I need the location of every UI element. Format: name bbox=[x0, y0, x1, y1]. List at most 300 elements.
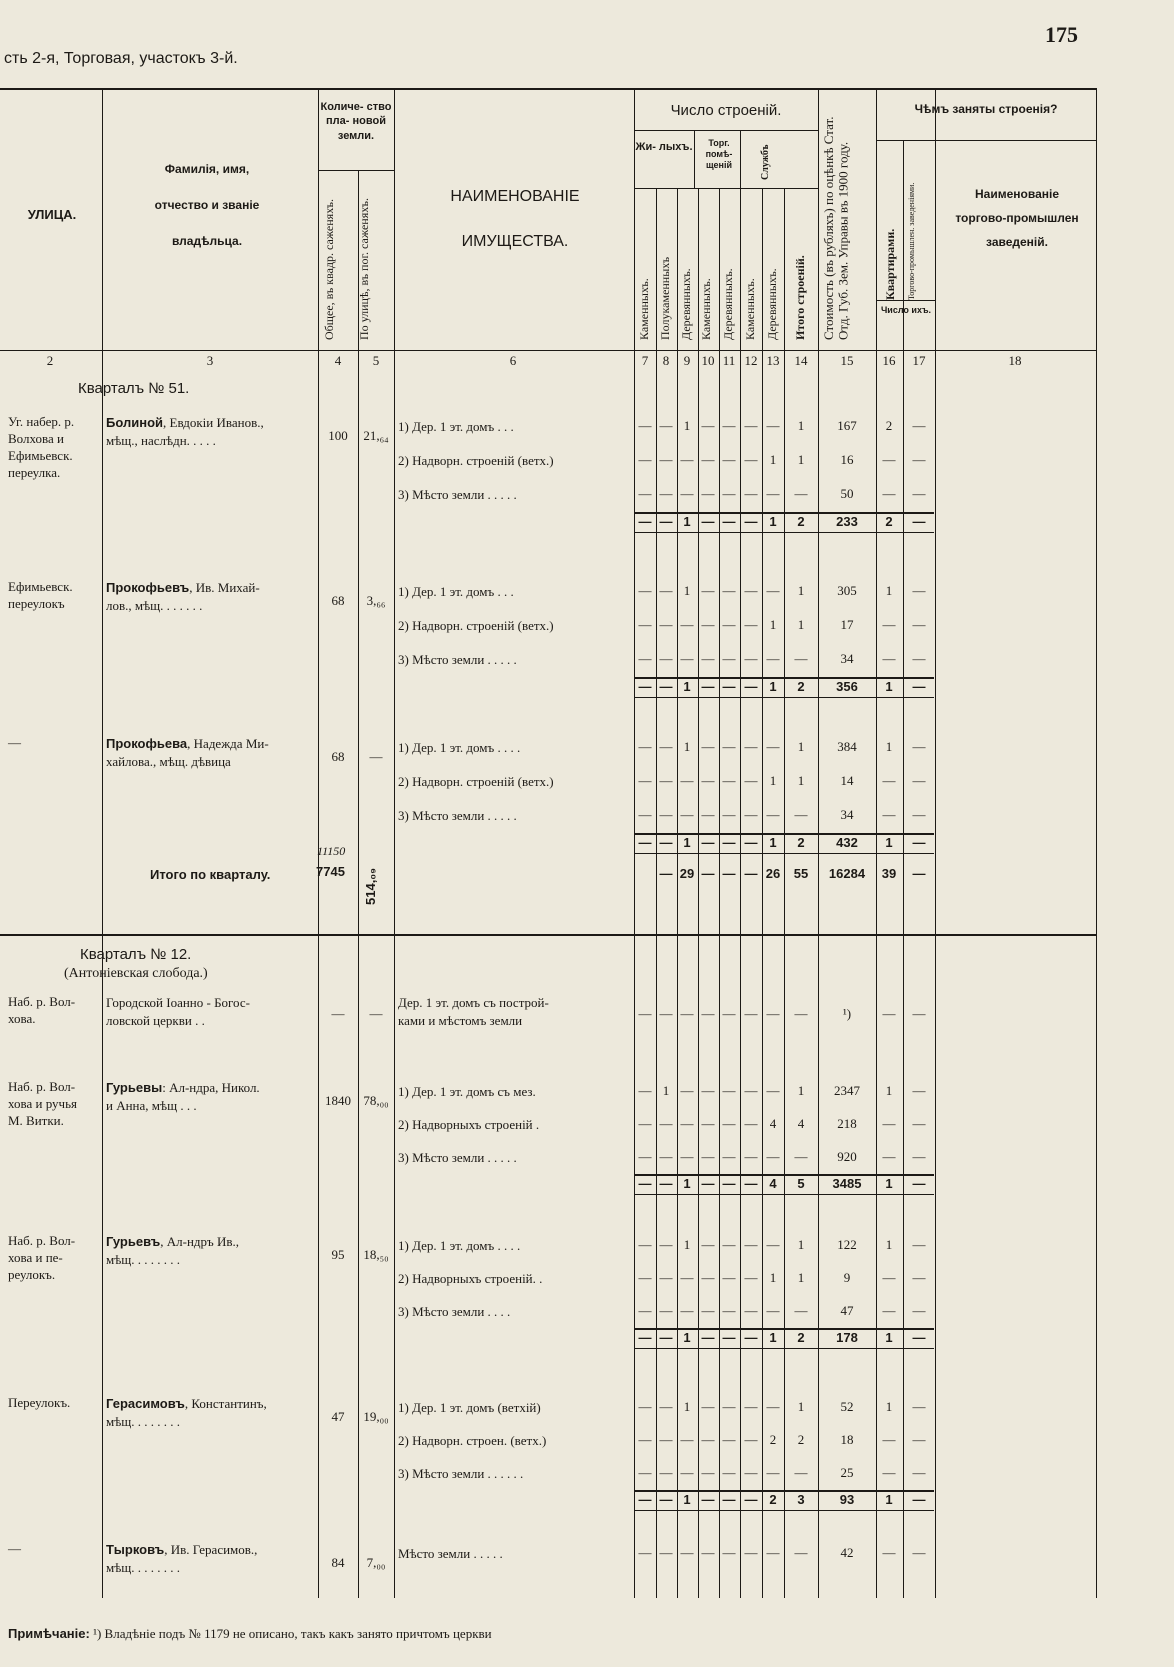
table-cell: — bbox=[638, 1465, 652, 1480]
table-cell: — bbox=[722, 739, 736, 754]
table-cell: 1 bbox=[885, 1083, 893, 1098]
table-cell: — bbox=[638, 1116, 652, 1131]
table-cell: — bbox=[744, 866, 758, 881]
table-cell: 356 bbox=[836, 679, 858, 694]
table-cell: 1 bbox=[683, 583, 691, 598]
table-cell: — bbox=[722, 1465, 736, 1480]
table-cell: — bbox=[882, 1303, 896, 1318]
table-cell: — bbox=[794, 1545, 808, 1560]
table-cell: — bbox=[882, 651, 896, 666]
col-count: Число ихъ. bbox=[880, 305, 932, 315]
table-cell: — bbox=[766, 1083, 780, 1098]
table-cell: — bbox=[638, 1083, 652, 1098]
table-cell: — bbox=[882, 1149, 896, 1164]
table-cell: — bbox=[912, 418, 926, 433]
table-cell: — bbox=[722, 1330, 736, 1345]
table-cell: — bbox=[744, 486, 758, 501]
table-cell: — bbox=[701, 452, 715, 467]
table-cell: — bbox=[766, 651, 780, 666]
property-item: Мѣсто земли . . . . . bbox=[398, 1546, 503, 1561]
table-cell: — bbox=[744, 807, 758, 822]
table-cell: 1 bbox=[769, 617, 777, 632]
table-cell: — bbox=[680, 617, 694, 632]
table-cell: 1 bbox=[683, 679, 691, 694]
table-cell: — bbox=[912, 1176, 926, 1191]
table-cell: — bbox=[659, 583, 673, 598]
table-cell: 1 bbox=[683, 1492, 691, 1507]
table-cell: — bbox=[722, 866, 736, 881]
table-cell: 52 bbox=[840, 1399, 854, 1414]
table-cell: 1 bbox=[797, 583, 805, 598]
property-item: 1) Дер. 1 эт. домъ . . . bbox=[398, 584, 514, 599]
table-cell: 1 bbox=[769, 1330, 777, 1345]
rule bbox=[634, 1348, 934, 1349]
table-cell: — bbox=[638, 1545, 652, 1560]
table-cell: 1 bbox=[683, 1330, 691, 1345]
owner-name: Тырковъ, Ив. Герасимов., мѣщ. . . . . . . . bbox=[106, 1542, 258, 1575]
table-cell: — bbox=[701, 1006, 715, 1021]
table-cell: 1 bbox=[885, 1492, 893, 1507]
table-cell: — bbox=[882, 1545, 896, 1560]
table-cell: — bbox=[912, 1465, 926, 1480]
table-cell: — bbox=[766, 807, 780, 822]
land-area: 47 bbox=[331, 1409, 345, 1424]
table-cell: — bbox=[912, 1330, 926, 1345]
table-cell: — bbox=[659, 452, 673, 467]
table-cell: — bbox=[680, 1083, 694, 1098]
table-cell: — bbox=[744, 773, 758, 788]
table-cell: — bbox=[680, 1006, 694, 1021]
street-frontage: — bbox=[369, 749, 383, 764]
col-value: Стоимость (въ рубляхъ) по оцѣнкѣ Стат. Отд. Губ. Зем. Управы въ 1900 году. bbox=[821, 116, 851, 340]
column-number: 8 bbox=[662, 353, 670, 368]
table-cell: — bbox=[722, 1432, 736, 1447]
table-cell: — bbox=[659, 1303, 673, 1318]
table-cell: 1 bbox=[683, 514, 691, 529]
table-cell: 2 bbox=[797, 514, 805, 529]
street-name: Наб. р. Вол- хова. bbox=[8, 994, 76, 1026]
table-cell: 1 bbox=[885, 1237, 893, 1252]
table-cell: 1 bbox=[683, 1176, 691, 1191]
table-cell: — bbox=[744, 1399, 758, 1414]
table-cell: — bbox=[912, 651, 926, 666]
table-cell: — bbox=[912, 1492, 926, 1507]
table-cell: 34 bbox=[840, 807, 854, 822]
column-number: 13 bbox=[766, 353, 780, 368]
street-frontage: 21,₆₄ bbox=[363, 428, 389, 443]
rule bbox=[634, 188, 818, 189]
table-cell: — bbox=[659, 418, 673, 433]
table-cell: — bbox=[722, 773, 736, 788]
table-cell: — bbox=[659, 1116, 673, 1131]
property-item: 3) Мѣсто земли . . . . . bbox=[398, 1150, 517, 1165]
table-cell: — bbox=[659, 1545, 673, 1560]
table-cell: 1 bbox=[885, 835, 893, 850]
table-cell: — bbox=[912, 1116, 926, 1131]
table-cell: 1 bbox=[885, 583, 893, 598]
table-cell: — bbox=[744, 1149, 758, 1164]
property-item: 1) Дер. 1 эт. домъ . . . bbox=[398, 419, 514, 434]
table-cell: — bbox=[744, 583, 758, 598]
table-cell: 2 bbox=[797, 835, 805, 850]
table-cell: — bbox=[882, 1270, 896, 1285]
property-item: 3) Мѣсто земли . . . . bbox=[398, 1304, 511, 1319]
col-trade-name: Наименованіе торгово-промышлен заведеній. bbox=[955, 187, 1079, 249]
table-cell: 1 bbox=[683, 1237, 691, 1252]
rule bbox=[876, 300, 935, 301]
table-cell: — bbox=[744, 1176, 758, 1191]
table-cell: 34 bbox=[840, 651, 854, 666]
table-cell: 1 bbox=[797, 773, 805, 788]
table-cell: 305 bbox=[837, 583, 857, 598]
rule bbox=[698, 188, 699, 1598]
street-name: Уг. набер. р. Волхова и Ефимьевск. переулка. bbox=[8, 414, 75, 480]
col-land-group: Количе- ство пла- новой земли. bbox=[320, 101, 392, 142]
property-item: Дер. 1 эт. домъ съ построй- ками и мѣстомъ земли bbox=[398, 995, 549, 1028]
col-owner: Фамилія, имя, отчество и званіе владѣльца. bbox=[154, 162, 260, 248]
table-cell: 5 bbox=[797, 1176, 805, 1191]
column-number: 4 bbox=[334, 353, 342, 368]
table-cell: — bbox=[882, 773, 896, 788]
table-cell: — bbox=[766, 486, 780, 501]
table-cell: 4 bbox=[797, 1116, 805, 1131]
table-cell: — bbox=[680, 773, 694, 788]
property-item: 1) Дер. 1 эт. домъ . . . . bbox=[398, 1238, 521, 1253]
table-cell: — bbox=[794, 1006, 808, 1021]
col-apartments: Квартирами. bbox=[883, 228, 897, 300]
owner-name: Болиной, Евдокіи Иванов., мѣщ., наслѣдн. . . . . bbox=[106, 415, 264, 448]
col-stone2: Каменныхъ. bbox=[699, 278, 713, 340]
table-cell: 1 bbox=[797, 739, 805, 754]
street-name: — bbox=[8, 735, 21, 750]
table-cell: — bbox=[744, 739, 758, 754]
owner-name: Герасимовъ, Константинъ, мѣщ. . . . . . . . bbox=[106, 1396, 267, 1429]
table-cell: 47 bbox=[840, 1303, 854, 1318]
rule bbox=[740, 188, 741, 1598]
table-cell: — bbox=[766, 1545, 780, 1560]
table-cell: — bbox=[659, 807, 673, 822]
property-item: 2) Надворн. строен. (ветх.) bbox=[398, 1433, 547, 1448]
column-number: 14 bbox=[794, 353, 808, 368]
table-cell: — bbox=[680, 1270, 694, 1285]
table-cell: 218 bbox=[837, 1116, 857, 1131]
rule bbox=[634, 853, 934, 854]
column-number: 10 bbox=[701, 353, 715, 368]
table-cell: — bbox=[722, 807, 736, 822]
rule bbox=[394, 88, 395, 1598]
table-cell: — bbox=[912, 1083, 926, 1098]
table-cell: — bbox=[638, 1176, 652, 1191]
table-cell: 920 bbox=[837, 1149, 857, 1164]
property-item: 1) Дер. 1 эт. домъ . . . . bbox=[398, 740, 521, 755]
col-street: УЛИЦА. bbox=[27, 207, 77, 222]
table-cell: 2 bbox=[769, 1432, 777, 1447]
col-buildings-group: Число строеній. bbox=[670, 102, 782, 119]
table-cell: — bbox=[638, 486, 652, 501]
table-cell: — bbox=[701, 1083, 715, 1098]
table-cell: — bbox=[912, 583, 926, 598]
table-cell: — bbox=[912, 514, 926, 529]
table-cell: — bbox=[912, 452, 926, 467]
table-cell: — bbox=[638, 739, 652, 754]
table-cell: — bbox=[722, 1176, 736, 1191]
street-name: Наб. р. Вол- хова и ручья М. Витки. bbox=[8, 1079, 77, 1128]
table-cell: 167 bbox=[837, 418, 857, 433]
table-cell: — bbox=[744, 1303, 758, 1318]
table-cell: — bbox=[912, 1399, 926, 1414]
table-cell: — bbox=[744, 1237, 758, 1252]
table-cell: — bbox=[912, 486, 926, 501]
col-wooden: Деревянныхъ. bbox=[679, 268, 693, 340]
table-cell: — bbox=[638, 835, 652, 850]
col-land-total: Общее, въ квадр. саженяхъ. bbox=[322, 199, 336, 340]
owner-name: Прокофьевъ, Ив. Михай- лов., мѣщ. . . . . . . bbox=[106, 580, 260, 613]
table-cell: — bbox=[882, 807, 896, 822]
col-wooden2: Деревянныхъ. bbox=[721, 268, 735, 340]
table-cell: 39 bbox=[881, 866, 897, 881]
table-cell: — bbox=[766, 418, 780, 433]
table-cell: — bbox=[744, 651, 758, 666]
table-cell: 1 bbox=[797, 1237, 805, 1252]
quarter-51-area-note: 11150 bbox=[317, 844, 346, 858]
table-cell: — bbox=[680, 1149, 694, 1164]
table-cell: — bbox=[659, 1006, 673, 1021]
table-cell: — bbox=[659, 651, 673, 666]
rule bbox=[358, 170, 359, 1598]
column-number: 15 bbox=[840, 353, 854, 368]
table-cell: — bbox=[701, 1399, 715, 1414]
table-cell: — bbox=[744, 1270, 758, 1285]
table-cell: 432 bbox=[836, 835, 858, 850]
land-area: 1840 bbox=[325, 1093, 351, 1108]
table-cell: 1 bbox=[797, 617, 805, 632]
table-cell: — bbox=[659, 617, 673, 632]
table-cell: 2 bbox=[797, 1432, 805, 1447]
property-item: 3) Мѣсто земли . . . . . bbox=[398, 808, 517, 823]
table-cell: 14 bbox=[840, 773, 854, 788]
table-cell: — bbox=[701, 651, 715, 666]
table-cell: — bbox=[912, 1237, 926, 1252]
table-cell: 42 bbox=[840, 1545, 854, 1560]
footnote: Примѣчаніе: ¹) Владѣніе подъ № 1179 не описано, такъ какъ занято причтомъ церкви bbox=[8, 1626, 492, 1641]
table-cell: 9 bbox=[843, 1270, 851, 1285]
rule bbox=[634, 1194, 934, 1195]
table-cell: — bbox=[766, 1303, 780, 1318]
table-cell: — bbox=[701, 418, 715, 433]
table-cell: — bbox=[722, 1492, 736, 1507]
table-cell: 122 bbox=[837, 1237, 857, 1252]
table-cell: — bbox=[794, 1303, 808, 1318]
table-cell: — bbox=[794, 651, 808, 666]
table-cell: — bbox=[722, 617, 736, 632]
table-cell: — bbox=[659, 1237, 673, 1252]
table-cell: — bbox=[912, 835, 926, 850]
table-cell: 1 bbox=[797, 452, 805, 467]
col-halfstone: Полукаменныхъ bbox=[658, 256, 672, 340]
table-cell: — bbox=[701, 739, 715, 754]
table-cell: 1 bbox=[885, 679, 893, 694]
table-cell: — bbox=[638, 1330, 652, 1345]
column-number: 9 bbox=[683, 353, 691, 368]
table-cell: — bbox=[701, 1149, 715, 1164]
table-cell: — bbox=[794, 807, 808, 822]
column-number: 11 bbox=[722, 353, 736, 368]
column-number: 7 bbox=[641, 353, 649, 368]
table-cell: — bbox=[912, 1303, 926, 1318]
property-item: 2) Надворныхъ строеній . bbox=[398, 1117, 540, 1132]
table-cell: — bbox=[638, 1006, 652, 1021]
rule bbox=[318, 170, 394, 171]
table-cell: — bbox=[722, 1083, 736, 1098]
table-cell: — bbox=[659, 514, 673, 529]
table-cell: — bbox=[701, 866, 715, 881]
col-service: Службъ bbox=[760, 144, 771, 180]
table-cell: — bbox=[794, 1465, 808, 1480]
rule bbox=[634, 697, 934, 698]
street-frontage: — bbox=[369, 1006, 383, 1021]
land-area: 100 bbox=[328, 428, 348, 443]
table-cell: — bbox=[794, 486, 808, 501]
table-cell: — bbox=[701, 583, 715, 598]
table-cell: — bbox=[659, 1176, 673, 1191]
table-cell: 3 bbox=[797, 1492, 805, 1507]
table-cell: 2347 bbox=[834, 1083, 860, 1098]
table-cell: — bbox=[912, 1006, 926, 1021]
table-cell: — bbox=[701, 1545, 715, 1560]
table-cell: — bbox=[766, 583, 780, 598]
table-cell: — bbox=[659, 1270, 673, 1285]
table-cell: 26 bbox=[765, 866, 781, 881]
land-area: — bbox=[331, 1006, 345, 1021]
table-cell: — bbox=[882, 1006, 896, 1021]
table-cell: — bbox=[882, 1432, 896, 1447]
table-cell: 233 bbox=[836, 514, 858, 529]
table-cell: 50 bbox=[840, 486, 854, 501]
table-cell: — bbox=[744, 1545, 758, 1560]
rule bbox=[0, 88, 1096, 90]
table-cell: — bbox=[680, 651, 694, 666]
table-cell: — bbox=[912, 866, 926, 881]
table-cell: 1 bbox=[797, 1399, 805, 1414]
table-cell: — bbox=[744, 452, 758, 467]
table-cell: — bbox=[744, 1465, 758, 1480]
rule bbox=[762, 188, 763, 1598]
table-cell: — bbox=[722, 1303, 736, 1318]
land-area: 68 bbox=[331, 593, 345, 608]
table-cell: — bbox=[638, 452, 652, 467]
table-cell: — bbox=[638, 1492, 652, 1507]
table-cell: — bbox=[659, 1465, 673, 1480]
quarter-51-title: Кварталъ № 51. bbox=[78, 380, 190, 397]
col-trade: Торг. помѣ- щеній bbox=[705, 138, 733, 170]
rule bbox=[634, 130, 818, 131]
table-cell: — bbox=[882, 486, 896, 501]
quarter-51-total-label: Итого по кварталу. bbox=[150, 867, 271, 882]
table-cell: — bbox=[722, 418, 736, 433]
table-cell: — bbox=[680, 486, 694, 501]
table-cell: 1 bbox=[683, 1399, 691, 1414]
table-cell: 1 bbox=[797, 1083, 805, 1098]
land-area: 84 bbox=[331, 1555, 345, 1570]
table-cell: — bbox=[722, 1270, 736, 1285]
rule bbox=[634, 532, 934, 533]
table-cell: — bbox=[638, 418, 652, 433]
street-frontage: 18,₅₀ bbox=[363, 1247, 389, 1262]
table-cell: 25 bbox=[840, 1465, 854, 1480]
table-cell: 16284 bbox=[828, 866, 866, 881]
table-cell: — bbox=[659, 773, 673, 788]
column-number: 18 bbox=[1008, 353, 1022, 368]
col-total-buildings: Итого строеній. bbox=[793, 255, 807, 340]
table-cell: 178 bbox=[836, 1330, 858, 1345]
table-cell: 1 bbox=[769, 514, 777, 529]
col-stone3: Каменныхъ. bbox=[743, 278, 757, 340]
table-cell: — bbox=[722, 452, 736, 467]
table-cell: — bbox=[912, 1432, 926, 1447]
table-cell: 2 bbox=[885, 418, 893, 433]
col-trade-est: Торгово-промышлен. заведеніями. bbox=[907, 182, 916, 300]
column-number: 6 bbox=[509, 353, 517, 368]
table-cell: — bbox=[680, 452, 694, 467]
table-cell: 2 bbox=[769, 1492, 777, 1507]
table-cell: 1 bbox=[885, 739, 893, 754]
table-cell: — bbox=[659, 866, 673, 881]
table-cell: — bbox=[701, 773, 715, 788]
table-cell: — bbox=[912, 807, 926, 822]
table-cell: 1 bbox=[769, 679, 777, 694]
rule bbox=[634, 1510, 934, 1511]
table-cell: — bbox=[744, 1116, 758, 1131]
table-cell: — bbox=[912, 617, 926, 632]
table-cell: — bbox=[638, 1303, 652, 1318]
table-cell: 18 bbox=[840, 1432, 854, 1447]
table-cell: — bbox=[794, 1149, 808, 1164]
table-cell: — bbox=[701, 514, 715, 529]
table-cell: — bbox=[701, 1465, 715, 1480]
rule bbox=[0, 934, 1096, 936]
table-cell: — bbox=[722, 486, 736, 501]
table-cell: — bbox=[744, 679, 758, 694]
land-area: 68 bbox=[331, 749, 345, 764]
table-cell: 384 bbox=[837, 739, 857, 754]
table-cell: — bbox=[659, 1330, 673, 1345]
table-cell: — bbox=[744, 1492, 758, 1507]
table-cell: 1 bbox=[769, 773, 777, 788]
col-occupied-group: Чѣмъ заняты строенія? bbox=[914, 102, 1058, 116]
table-cell: — bbox=[882, 1116, 896, 1131]
table-cell: 1 bbox=[797, 1270, 805, 1285]
table-cell: — bbox=[744, 1006, 758, 1021]
table-cell: — bbox=[659, 1399, 673, 1414]
table-cell: — bbox=[701, 1237, 715, 1252]
table-cell: 1 bbox=[769, 835, 777, 850]
street-name: Наб. р. Вол- хова и пе- реулокъ. bbox=[8, 1233, 76, 1282]
street-frontage: 3,₆₆ bbox=[366, 593, 386, 608]
table-cell: 2 bbox=[797, 679, 805, 694]
table-cell: — bbox=[744, 617, 758, 632]
owner-name: Гурьевъ, Ал-ндръ Ив., мѣщ. . . . . . . . bbox=[106, 1234, 240, 1267]
rule bbox=[818, 88, 819, 1598]
table-cell: 93 bbox=[839, 1492, 855, 1507]
street-frontage: 7,₀₀ bbox=[366, 1555, 386, 1570]
land-area: 95 bbox=[331, 1247, 345, 1262]
table-cell: — bbox=[912, 1270, 926, 1285]
column-number: 16 bbox=[882, 353, 896, 368]
quarter-51-total-front: 514,₀₉ bbox=[363, 867, 378, 905]
owner-name: Гурьевы: Ал-ндра, Никол. и Анна, мѣщ . . . bbox=[106, 1080, 260, 1113]
street-name: Ефимьевск. переулокъ bbox=[8, 579, 73, 611]
table-cell: 16 bbox=[840, 452, 854, 467]
